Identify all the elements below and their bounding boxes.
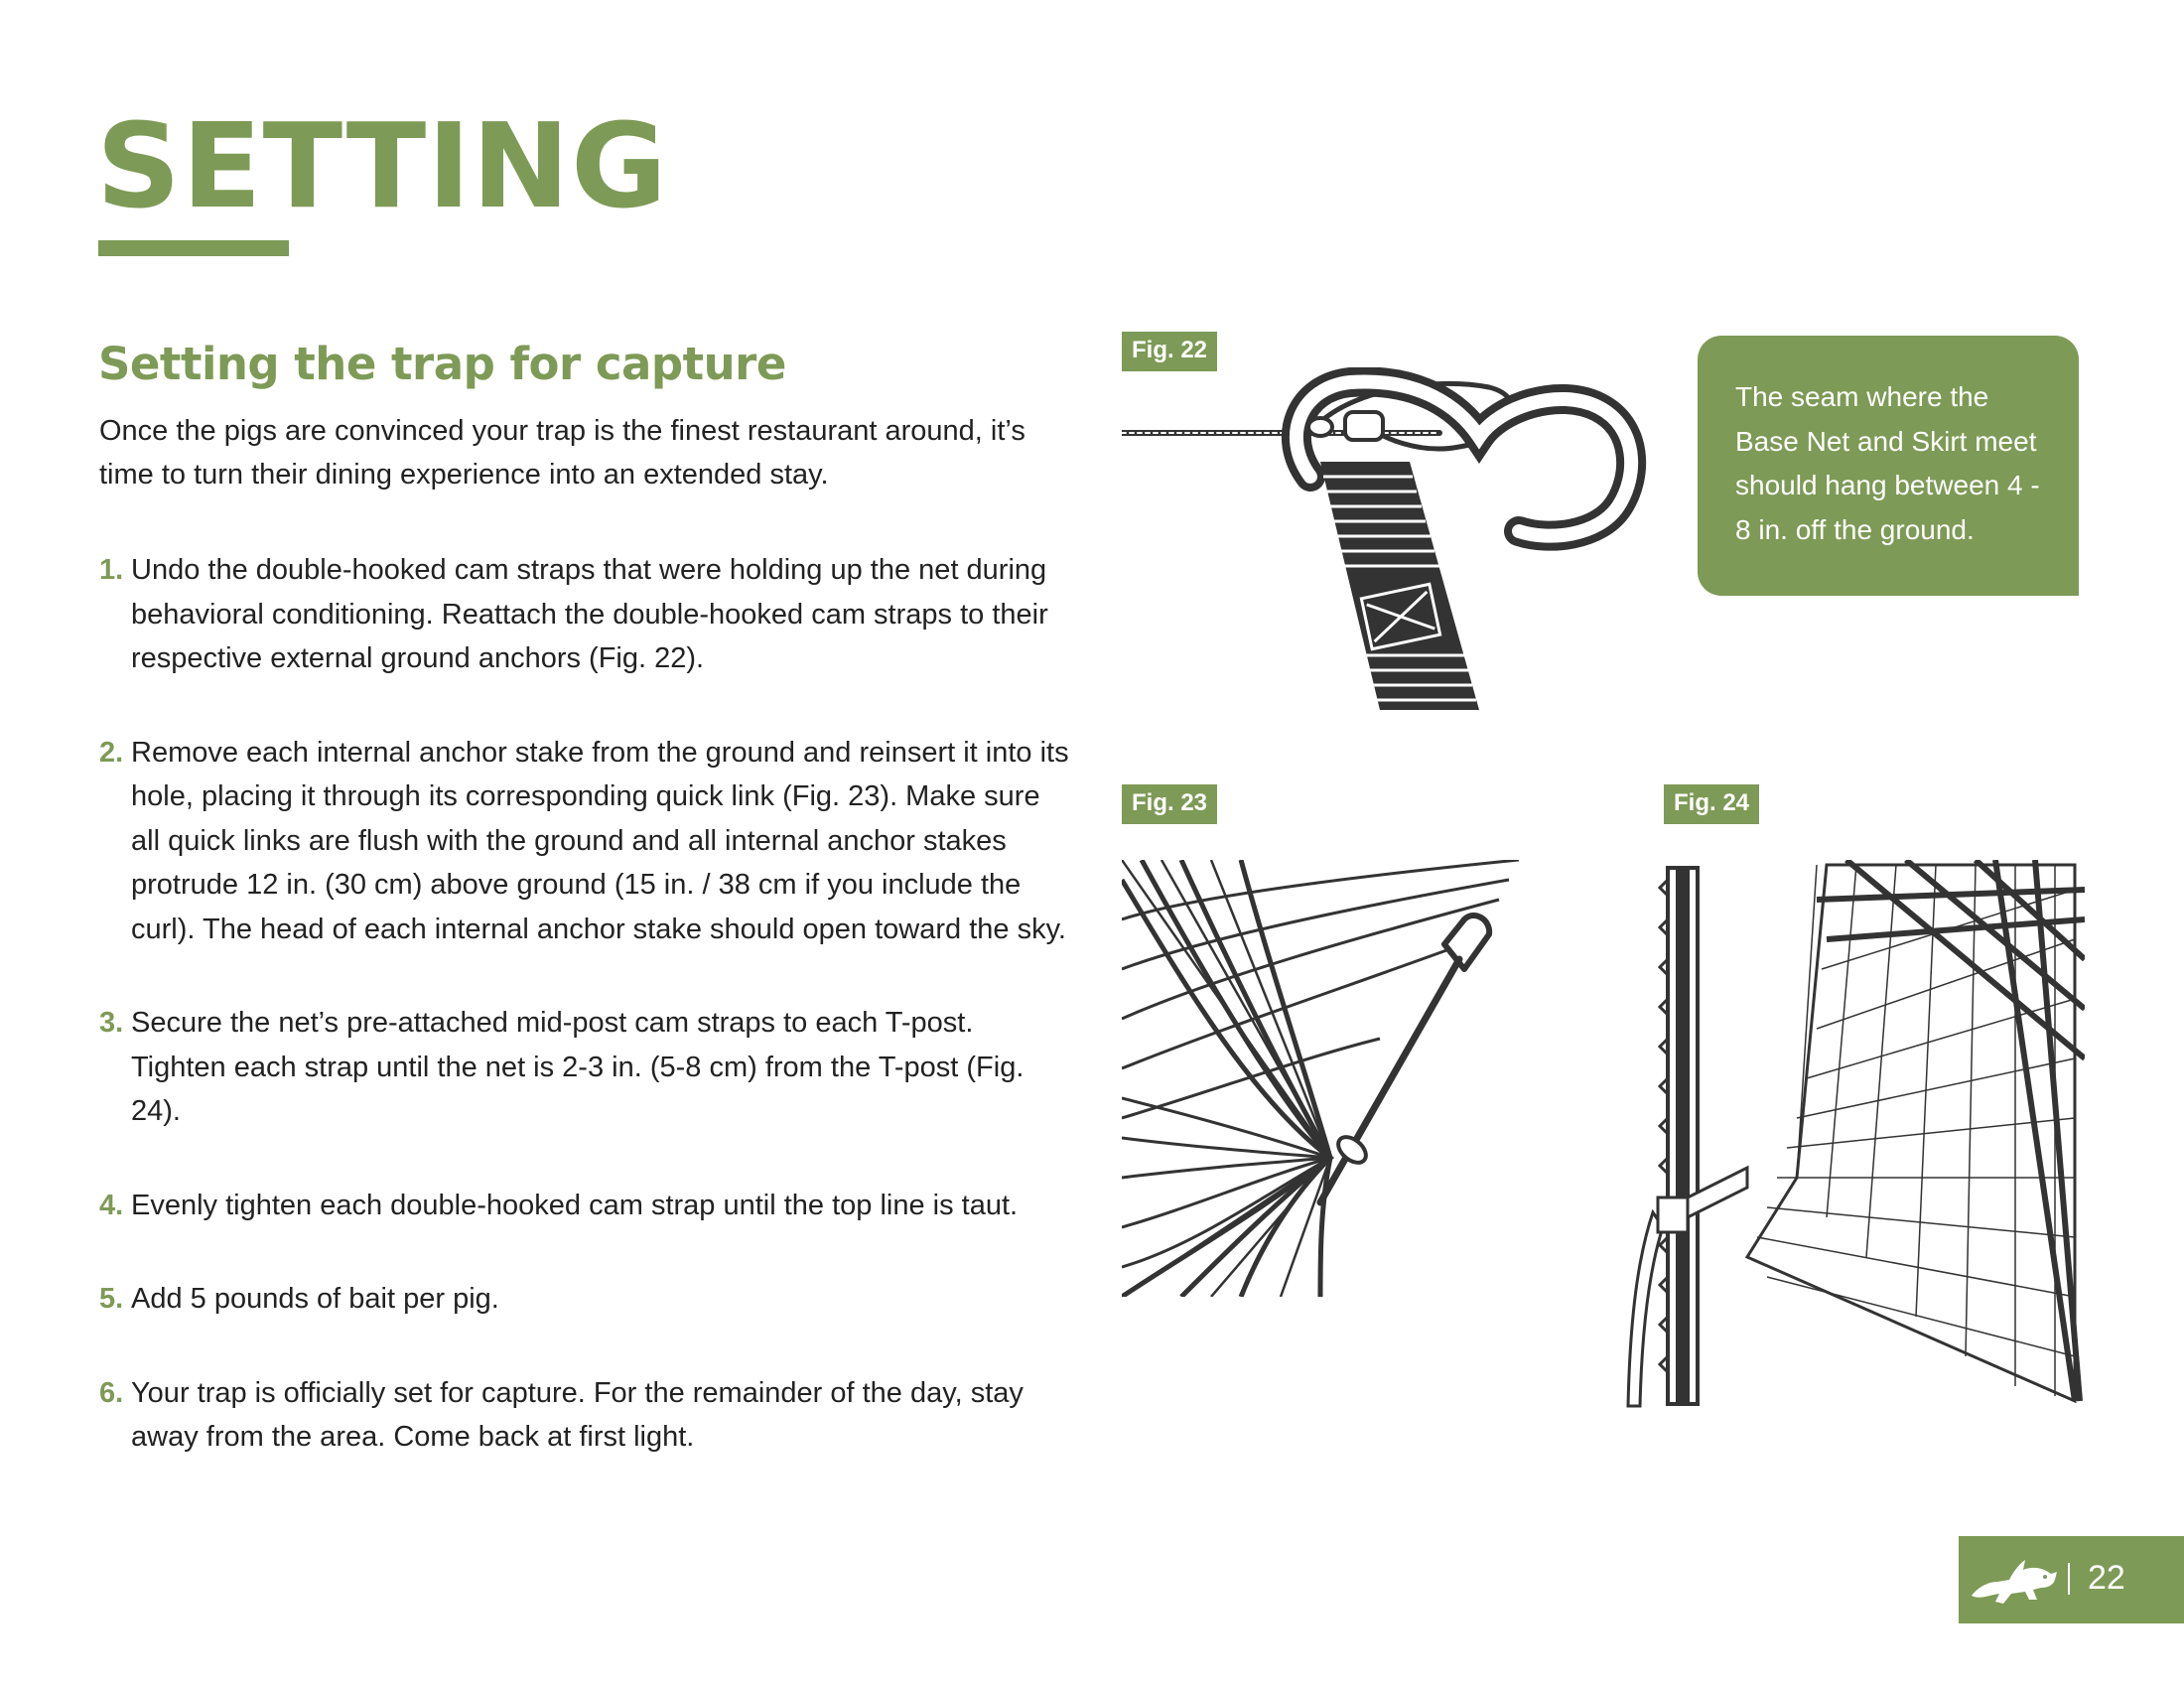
footer-divider [2068,1563,2070,1595]
step-number: 1. [99,554,124,586]
list-item [99,1277,1072,1322]
page-title: SETTING [96,97,668,234]
step-number: 4. [99,1189,124,1221]
callout-note [1698,336,2079,596]
callout-text: The seam where the Base Net and Skirt meet should hang between 4 - 8 in. off the ground. [1735,381,2040,545]
list-item [99,1371,1072,1460]
running-pig-logo-icon [1964,1552,2063,1608]
fig-24-t-post-illustration [1618,860,2085,1416]
list-item [99,1184,1072,1228]
step-number: 2. [99,736,124,769]
fig-22-label: Fig. 22 [1122,332,1217,371]
step-text: Secure the net’s pre-attached mid-post cam straps to each T-post. Tighten each strap until the net is 2-3 in. (5-8 cm) from the T-post (Fig. 24). [131,1007,1024,1127]
page-footer [1959,1536,2184,1623]
list-item [99,548,1072,681]
intro-paragraph: Once the pigs are convinced your trap is the finest restaurant around, it’s time to turn their dining experience into an extended stay. [99,415,1025,491]
fig-23-anchor-stake-illustration [1122,860,1529,1297]
step-text: Undo the double-hooked cam straps that were holding up the net during behavioral conditioning. Reattach the double-hooked cam straps to their respective external ground anchors (Fig. 22). [131,554,1048,674]
section-heading: Setting the trap for capture [98,338,786,390]
step-text: Add 5 pounds of bait per pig. [131,1283,499,1315]
list-item [99,1001,1072,1134]
step-text: Remove each internal anchor stake from the ground and reinsert it into its hole, placing it through its corresponding quick link (Fig. 23). Make sure all quick links are flush with the ground and all internal anchor stakes protrude 12 in. (30 cm) above ground (15 in. / 38 cm if you include the curl). The head of each internal anchor stake should open toward the sky. [131,736,1069,945]
steps-list [99,548,1072,1509]
fig-22-cam-strap-illustration [1122,367,1648,715]
title-underline [98,240,289,256]
step-number: 5. [99,1283,124,1315]
step-text: Your trap is officially set for capture. For the remainder of the day, stay away from the area. Come back at first light. [131,1376,1024,1453]
page-number: 22 [2088,1559,2125,1597]
step-number: 6. [99,1376,124,1409]
fig-24-label: Fig. 24 [1664,784,1759,824]
step-number: 3. [99,1007,124,1039]
fig-23-label: Fig. 23 [1122,784,1217,824]
step-text: Evenly tighten each double-hooked cam strap until the top line is taut. [131,1189,1019,1221]
list-item [99,731,1072,952]
